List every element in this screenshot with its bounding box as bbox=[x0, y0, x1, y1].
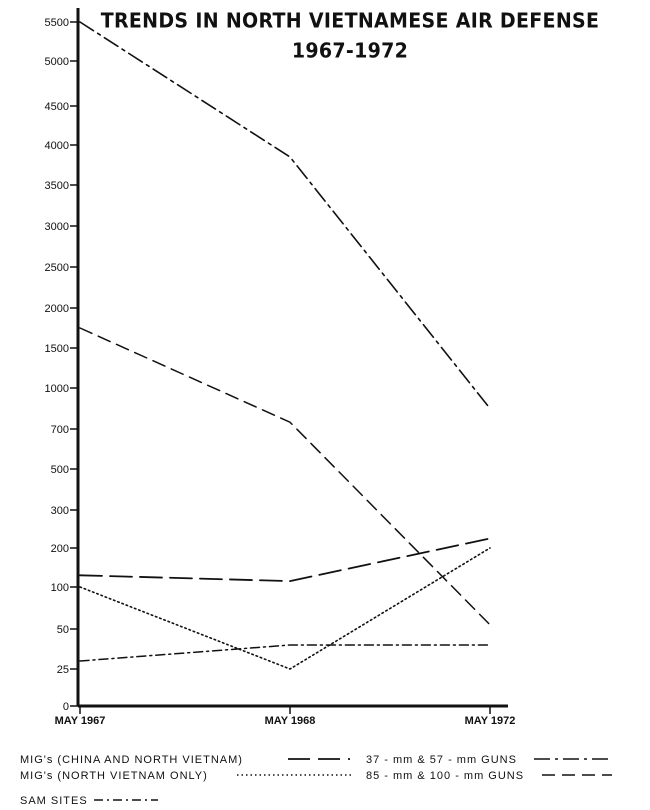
y-tick-label: 5000 bbox=[44, 56, 69, 68]
legend-label: MIG's (CHINA AND NORTH VIETNAM) bbox=[20, 754, 243, 766]
y-tick-label: 500 bbox=[50, 464, 69, 476]
y-tick-label: 3000 bbox=[44, 221, 69, 233]
y-tick-label: 25 bbox=[56, 664, 69, 676]
series-line-3 bbox=[80, 645, 490, 661]
y-tick-label: 100 bbox=[50, 582, 69, 594]
y-tick-label: 4500 bbox=[44, 101, 69, 113]
legend-label: 85 - mm & 100 - mm GUNS bbox=[366, 770, 525, 782]
y-tick-label: 3500 bbox=[44, 180, 69, 192]
y-tick-label: 0 bbox=[62, 701, 69, 713]
y-tick-label: 5500 bbox=[44, 17, 69, 29]
y-tick-label: 200 bbox=[50, 543, 69, 555]
x-tick-label: MAY 1968 bbox=[264, 715, 316, 727]
legend-label: SAM SITES bbox=[20, 795, 88, 807]
y-tick-label: 1000 bbox=[44, 383, 69, 395]
y-tick-label: 700 bbox=[50, 424, 69, 436]
y-tick-label: 50 bbox=[56, 624, 69, 636]
y-tick-label: 4000 bbox=[44, 140, 69, 152]
y-tick-label: 300 bbox=[50, 505, 69, 517]
series-line-5 bbox=[80, 328, 490, 625]
x-tick-label: MAY 1972 bbox=[464, 715, 516, 727]
y-tick-label: 2500 bbox=[44, 262, 69, 274]
legend-label: MIG's (NORTH VIETNAM ONLY) bbox=[20, 770, 208, 782]
y-tick-label: 2000 bbox=[44, 303, 69, 315]
series-line-4 bbox=[80, 22, 490, 409]
series-line-2 bbox=[80, 548, 490, 669]
y-tick-label: 1500 bbox=[44, 343, 69, 355]
legend-label: 37 - mm & 57 - mm GUNS bbox=[366, 754, 517, 766]
chart-subtitle: 1967-1972 bbox=[291, 39, 409, 63]
x-tick-label: MAY 1967 bbox=[54, 715, 106, 727]
chart-title: TRENDS IN NORTH VIETNAMESE AIR DEFENSE bbox=[100, 9, 600, 33]
series-line-1 bbox=[80, 539, 490, 582]
